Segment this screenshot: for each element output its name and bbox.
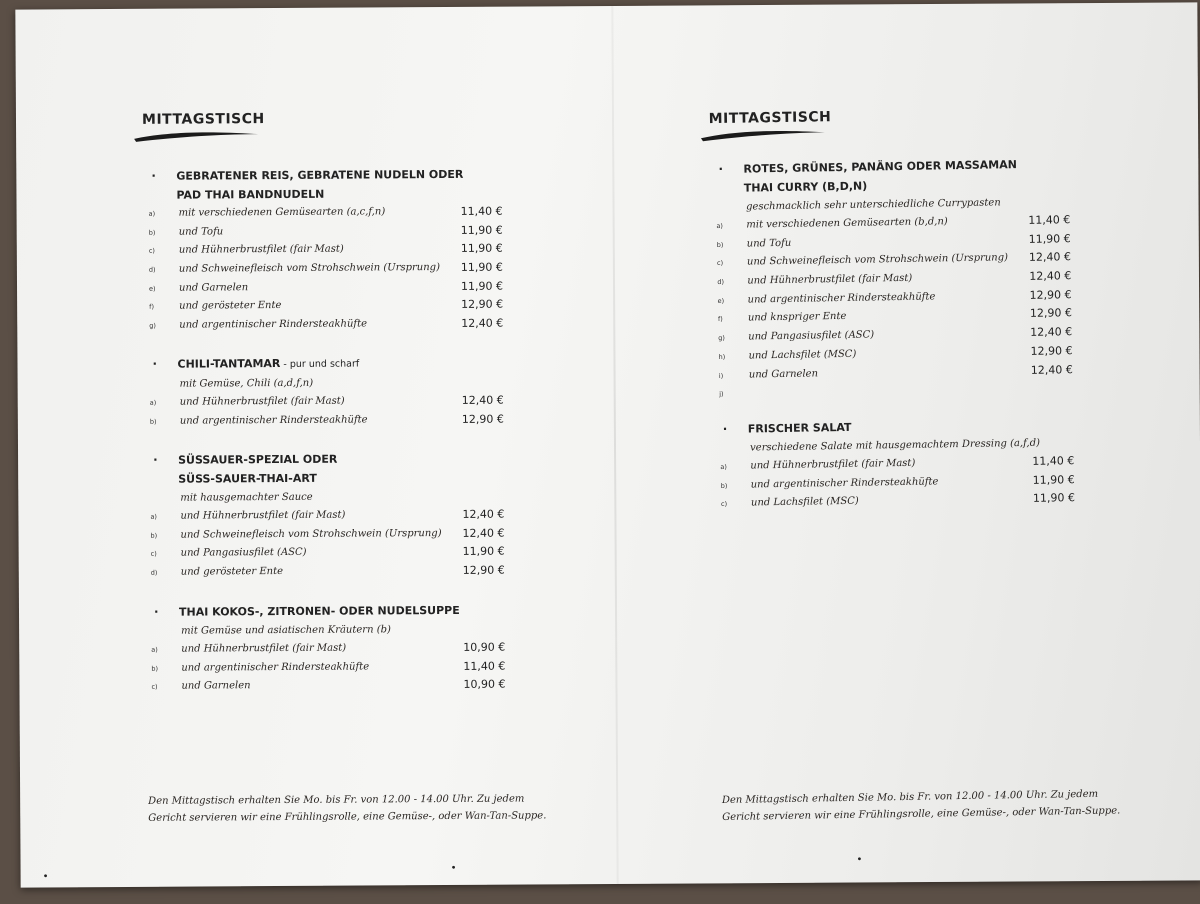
list-item: f) und gerösteter Ente 12,90 € xyxy=(149,298,504,313)
footer-line: Gericht servieren wir eine Frühlingsrolle, eine Gemüse-, oder Wan-Tan-Suppe. xyxy=(148,810,547,824)
list-item: f) und knspriger Ente 12,90 € xyxy=(717,306,1073,324)
right-page xyxy=(691,0,1200,878)
section-title: . SÜSSAUER-SPEZIAL ODER xyxy=(153,449,338,467)
menu-section xyxy=(698,411,1200,514)
menu-sheet xyxy=(15,2,1200,887)
list-item: d) und gerösteter Ente 12,90 € xyxy=(150,563,505,578)
section-title: PAD THAI BANDNUDELN xyxy=(176,187,325,202)
dot-mark: • xyxy=(450,862,457,874)
section-title: . ROTES, GRÜNES, PANÄNG ODER MASSAMAN xyxy=(718,158,1018,176)
list-item: a) und Hühnerbrustfilet (fair Mast) 11,40 € xyxy=(720,454,1075,472)
list-item: c) und Pangasiusfilet (ASC) 11,90 € xyxy=(150,545,505,559)
list-item: b) und Tofu 11,90 € xyxy=(716,231,1071,250)
right-heading xyxy=(708,106,831,142)
list-item: c) und Hühnerbrustfilet (fair Mast) 11,90 € xyxy=(148,242,503,256)
list-item: c) und Lachsfilet (MSC) 11,90 € xyxy=(720,491,1076,509)
menu-section xyxy=(693,151,1200,404)
section-subtitle: mit Gemüse und asiatischen Kräutern (b) xyxy=(181,624,391,637)
section-title: THAI CURRY (B,D,N) xyxy=(743,179,868,195)
list-item: c) und Garnelen 10,90 € xyxy=(151,678,506,692)
list-item: a) mit verschiedenen Gemüsearten (b,d,n) 11,40 € xyxy=(716,213,1071,231)
footer-note xyxy=(722,785,1163,826)
page-title: MITTAGSTISCH xyxy=(141,111,265,128)
list-item: d) und Hühnerbrustfilet (fair Mast) 12,40 € xyxy=(717,269,1072,287)
list-item: b) und argentinischer Rindersteakhüfte 11,90 € xyxy=(720,472,1075,491)
list-item: d) und Schweinefleisch vom Strohschwein (Ursprung) 11,90 € xyxy=(148,260,503,275)
brush-stroke-icon xyxy=(132,128,260,143)
section-title: . THAI KOKOS-, ZITRONEN- ODER NUDELSUPPE xyxy=(153,601,460,619)
menu-section xyxy=(127,352,687,432)
list-item: b) und argentinischer Rindersteakhüfte 11,40 € xyxy=(151,659,506,674)
list-item: b) und argentinischer Rindersteakhüfte 12,90 € xyxy=(149,412,504,427)
footer-line: Den Mittagstisch erhalten Sie Mo. bis Fr. von 12.00 - 14.00 Uhr. Zu jedem xyxy=(721,788,1099,807)
brush-stroke-icon xyxy=(699,126,827,142)
item-list xyxy=(128,505,688,583)
list-item: a) mit verschiedenen Gemüsearten (a,c,f,n) 11,40 € xyxy=(148,204,503,219)
item-list xyxy=(698,449,1200,514)
list-item: b) und Tofu 11,90 € xyxy=(148,223,503,238)
menu-section xyxy=(128,448,689,583)
list-item: g) und argentinischer Rindersteakhüfte 12,40 € xyxy=(149,316,504,331)
dot-mark: • xyxy=(856,854,863,866)
list-item: e) und Garnelen 11,90 € xyxy=(149,279,504,294)
item-list xyxy=(128,391,688,432)
left-heading xyxy=(142,108,265,143)
list-item: e) und argentinischer Rindersteakhüfte 12,90 € xyxy=(717,287,1072,306)
section-subtitle: verschiedene Salate mit hausgemachtem Dressing (a,f,d) xyxy=(750,437,1041,454)
list-item: a) und Hühnerbrustfilet (fair Mast) 12,40 € xyxy=(150,507,505,522)
list-item: c) und Schweinefleisch vom Strohschwein (Ursprung) 12,40 € xyxy=(716,250,1072,268)
dot-mark: • xyxy=(42,871,49,883)
list-item: a) und Hühnerbrustfilet (fair Mast) 12,40 € xyxy=(149,393,504,408)
left-page xyxy=(125,6,690,879)
list-item: h) und Lachsfilet (MSC) 12,90 € xyxy=(718,343,1073,362)
item-list xyxy=(127,202,688,336)
menu-section xyxy=(129,600,690,697)
menu-section xyxy=(126,164,687,336)
section-subtitle: geschmacklich sehr unterschiedliche Currypasten xyxy=(746,197,1001,213)
section-title: SÜSS-SAUER-THAI-ART xyxy=(178,471,317,486)
list-item: j) xyxy=(719,390,724,399)
item-list xyxy=(129,638,689,697)
list-item: g) und Pangasiusfilet (ASC) 12,40 € xyxy=(718,325,1073,343)
list-item: b) und Schweinefleisch vom Strohschwein (Ursprung) 12,40 € xyxy=(150,526,505,541)
section-title: . GEBRATENER REIS, GEBRATENE NUDELN ODER xyxy=(151,165,464,183)
page-title: MITTAGSTISCH xyxy=(708,109,832,128)
list-item: a) und Hühnerbrustfilet (fair Mast) 10,90 € xyxy=(151,640,506,655)
footer-note xyxy=(148,790,588,827)
list-item: i) und Garnelen 12,40 € xyxy=(718,362,1073,381)
footer-line: Gericht servieren wir eine Frühlingsrolle, eine Gemüse-, oder Wan-Tan-Suppe. xyxy=(722,805,1121,824)
section-title: . CHILI-TANTAMAR - pur und scharf xyxy=(152,353,360,371)
item-list xyxy=(694,208,1200,404)
section-subtitle: mit hausgemachter Sauce xyxy=(180,491,313,504)
section-title: . FRISCHER SALAT xyxy=(722,418,852,436)
footer-line: Den Mittagstisch erhalten Sie Mo. bis Fr. von 12.00 - 14.00 Uhr. Zu jedem xyxy=(148,793,525,807)
section-subtitle: mit Gemüse, Chili (a,d,f,n) xyxy=(179,377,314,390)
